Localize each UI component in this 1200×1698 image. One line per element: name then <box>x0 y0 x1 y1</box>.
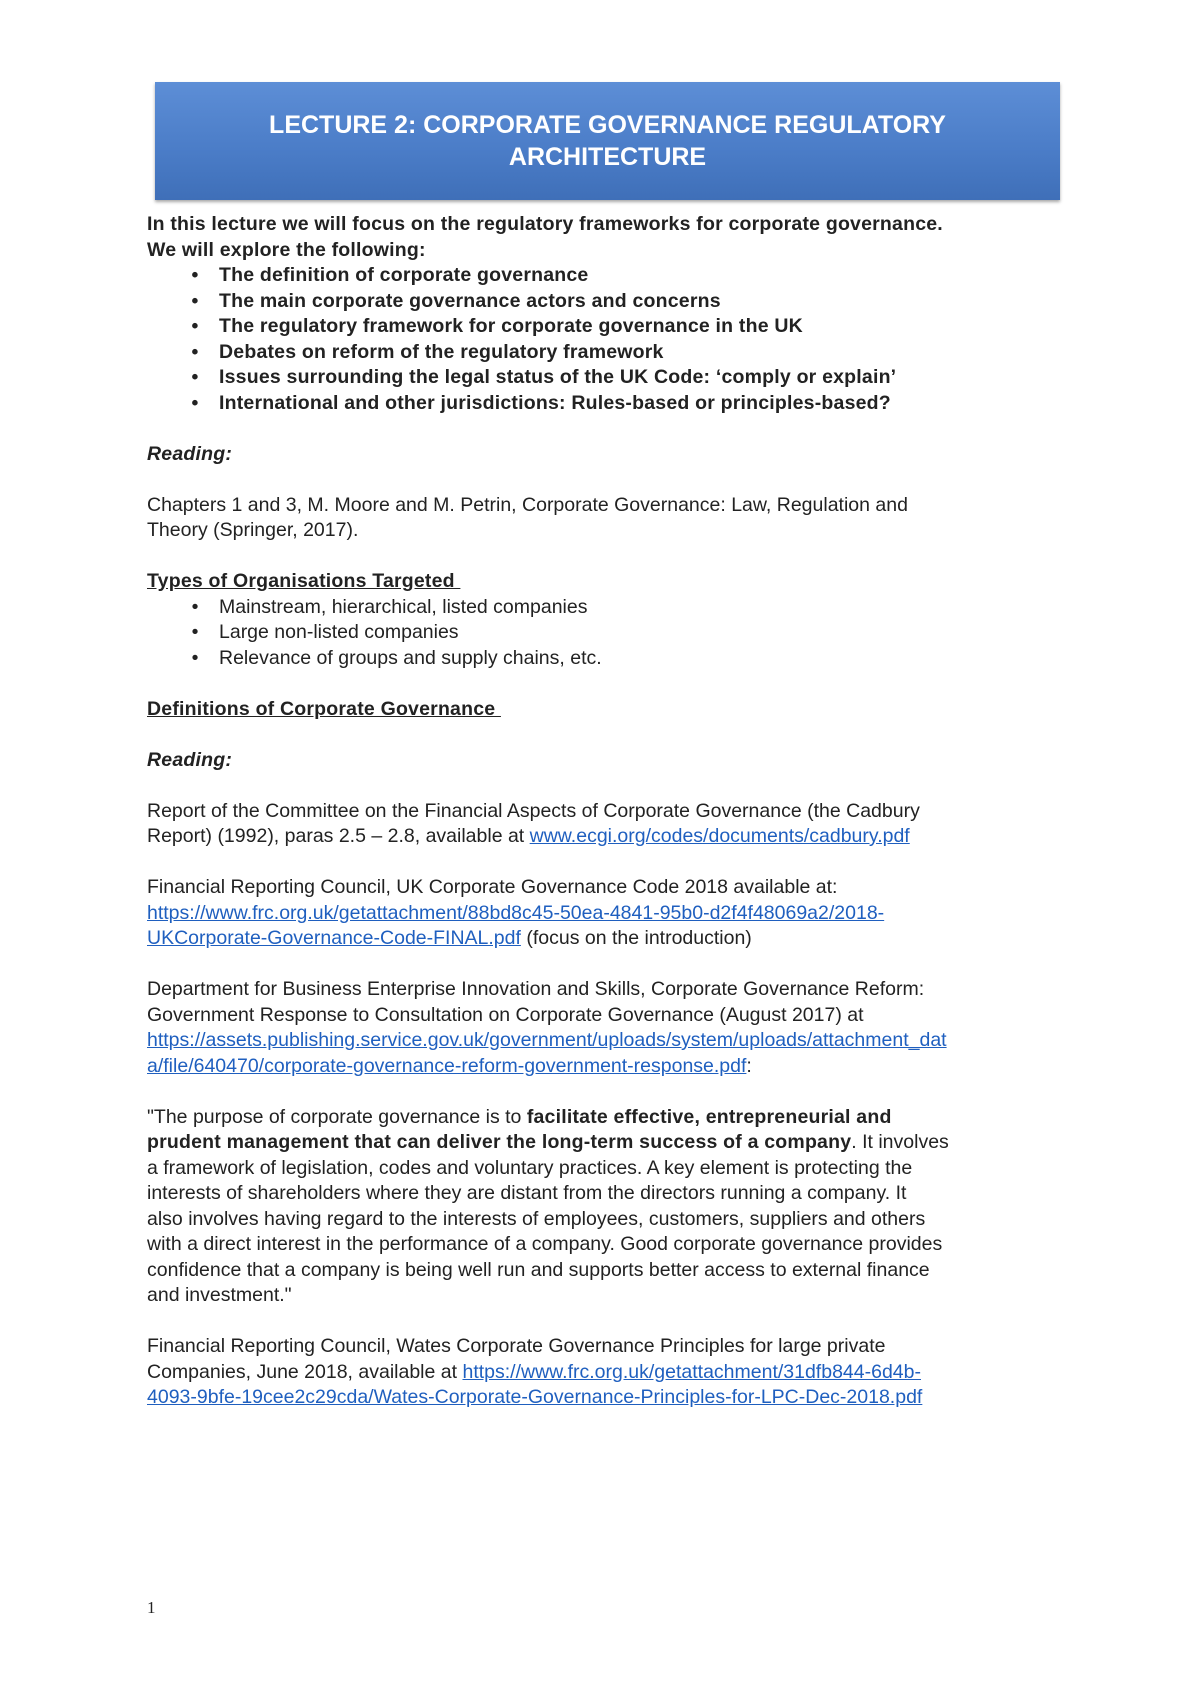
bullet-icon: • <box>191 315 199 337</box>
bullet-icon: • <box>191 595 199 618</box>
reading-heading: Reading: <box>147 442 233 465</box>
beis-line-2: Government Response to Consultation on Corporate Governance (August 2017) at <box>147 1003 864 1026</box>
quote-line: with a direct interest in the performance of a company. Good corporate governance provides <box>147 1233 943 1255</box>
quote-line-1: "The purpose of corporate governance is to facilitate effective, entrepreneurial and <box>147 1105 892 1128</box>
list-item: • Issues surrounding the legal status of the UK Code: ‘comply or explain’ <box>147 365 1077 391</box>
frc-line-3: UKCorporate-Governance-Code-FINAL.pdf (focus on the introduction) <box>147 927 752 949</box>
list-item: • The definition of corporate governance <box>147 263 1077 289</box>
list-item: • Mainstream, hierarchical, listed companies <box>147 595 1077 621</box>
quote-line-2: prudent management that can deliver the long-term success of a company. It involves <box>147 1131 949 1153</box>
types-heading: Types of Organisations Targeted <box>147 570 461 592</box>
quote-line: also involves having regard to the interests of employees, customers, suppliers and others <box>147 1207 926 1230</box>
wates-line-1: Financial Reporting Council, Wates Corporate Governance Principles for large private <box>147 1335 886 1357</box>
list-item: • Large non-listed companies <box>147 620 1077 646</box>
wates-link-part-1[interactable]: https://www.frc.org.uk/getattachment/31dfb844-6d4b- <box>462 1360 921 1383</box>
list-item: • The main corporate governance actors and concerns <box>147 289 1077 315</box>
frc-line-2 <box>147 901 1077 927</box>
beis-line-4: a/file/640470/corporate-governance-reform-government-response.pdf: <box>147 1054 752 1077</box>
cadbury-line-2: Report) (1992), paras 2.5 – 2.8, available at www.ecgi.org/codes/documents/cadbury.pdf <box>147 825 910 847</box>
definitions-reading-heading: Reading: <box>147 748 233 771</box>
page-number: 1 <box>147 1598 156 1617</box>
intro-bullet-list <box>147 263 1077 416</box>
title-line-2: ARCHITECTURE <box>508 143 707 171</box>
list-item: • Relevance of groups and supply chains, etc. <box>147 646 1077 672</box>
bullet-icon: • <box>191 391 199 414</box>
list-item: • International and other jurisdictions: Rules-based or principles-based? <box>147 391 1077 417</box>
bullet-icon: • <box>191 264 199 286</box>
bullet-icon: • <box>191 646 199 669</box>
wates-link-part-2[interactable]: 4093-9bfe-19cee2c29cda/Wates-Corporate-Governance-Principles-for-LPC-Dec-2018.pdf <box>147 1386 923 1408</box>
frc-code-link-part-2[interactable]: UKCorporate-Governance-Code-FINAL.pdf <box>147 927 521 949</box>
quote-line: confidence that a company is being well run and supports better access to external finance <box>147 1258 930 1281</box>
beis-link-part-2[interactable]: a/file/640470/corporate-governance-reform-government-response.pdf <box>147 1054 747 1077</box>
cadbury-link[interactable]: www.ecgi.org/codes/documents/cadbury.pdf <box>529 825 910 847</box>
quote-line: and investment." <box>147 1284 292 1306</box>
beis-line-3 <box>147 1028 1077 1054</box>
definitions-heading: Definitions of Corporate Governance <box>147 697 501 720</box>
reading-line-2: Theory (Springer, 2017). <box>147 519 359 541</box>
list-item: • The regulatory framework for corporate governance in the UK <box>147 314 1077 340</box>
bullet-icon: • <box>191 340 199 363</box>
intro-line-1: In this lecture we will focus on the regulatory frameworks for corporate governance. <box>147 213 943 235</box>
wates-line-2: Companies, June 2018, available at https://www.frc.org.uk/getattachment/31dfb844-6d4b- <box>147 1360 921 1383</box>
reading-line-1: Chapters 1 and 3, M. Moore and M. Petrin, Corporate Governance: Law, Regulation and <box>147 493 908 516</box>
document-body <box>147 212 1077 1411</box>
page-title <box>269 109 946 173</box>
title-banner <box>155 82 1060 200</box>
wates-line-3 <box>147 1385 1077 1411</box>
frc-line-1: Financial Reporting Council, UK Corporate Governance Code 2018 available at: <box>147 876 838 898</box>
intro-line-2: We will explore the following: <box>147 238 426 261</box>
beis-line-1: Department for Business Enterprise Innovation and Skills, Corporate Governance Reform: <box>147 978 925 1000</box>
bullet-icon: • <box>191 621 199 643</box>
beis-link-part-1[interactable]: https://assets.publishing.service.gov.uk/government/uploads/system/uploads/attachment_dat <box>147 1029 947 1051</box>
bullet-icon: • <box>191 289 199 312</box>
title-line-1: LECTURE 2: CORPORATE GOVERNANCE REGULATORY <box>269 111 946 139</box>
types-bullet-list <box>147 595 1077 672</box>
quote-line: a framework of legislation, codes and voluntary practices. A key element is protecting the <box>147 1156 913 1179</box>
frc-code-link-part-1[interactable]: https://www.frc.org.uk/getattachment/88bd8c45-50ea-4841-95b0-d2f4f48069a2/2018- <box>147 901 885 924</box>
bullet-icon: • <box>191 366 199 388</box>
cadbury-line-1: Report of the Committee on the Financial Aspects of Corporate Governance (the Cadbury <box>147 799 920 822</box>
list-item: • Debates on reform of the regulatory framework <box>147 340 1077 366</box>
quote-line: interests of shareholders where they are distant from the directors running a company. It <box>147 1182 907 1204</box>
